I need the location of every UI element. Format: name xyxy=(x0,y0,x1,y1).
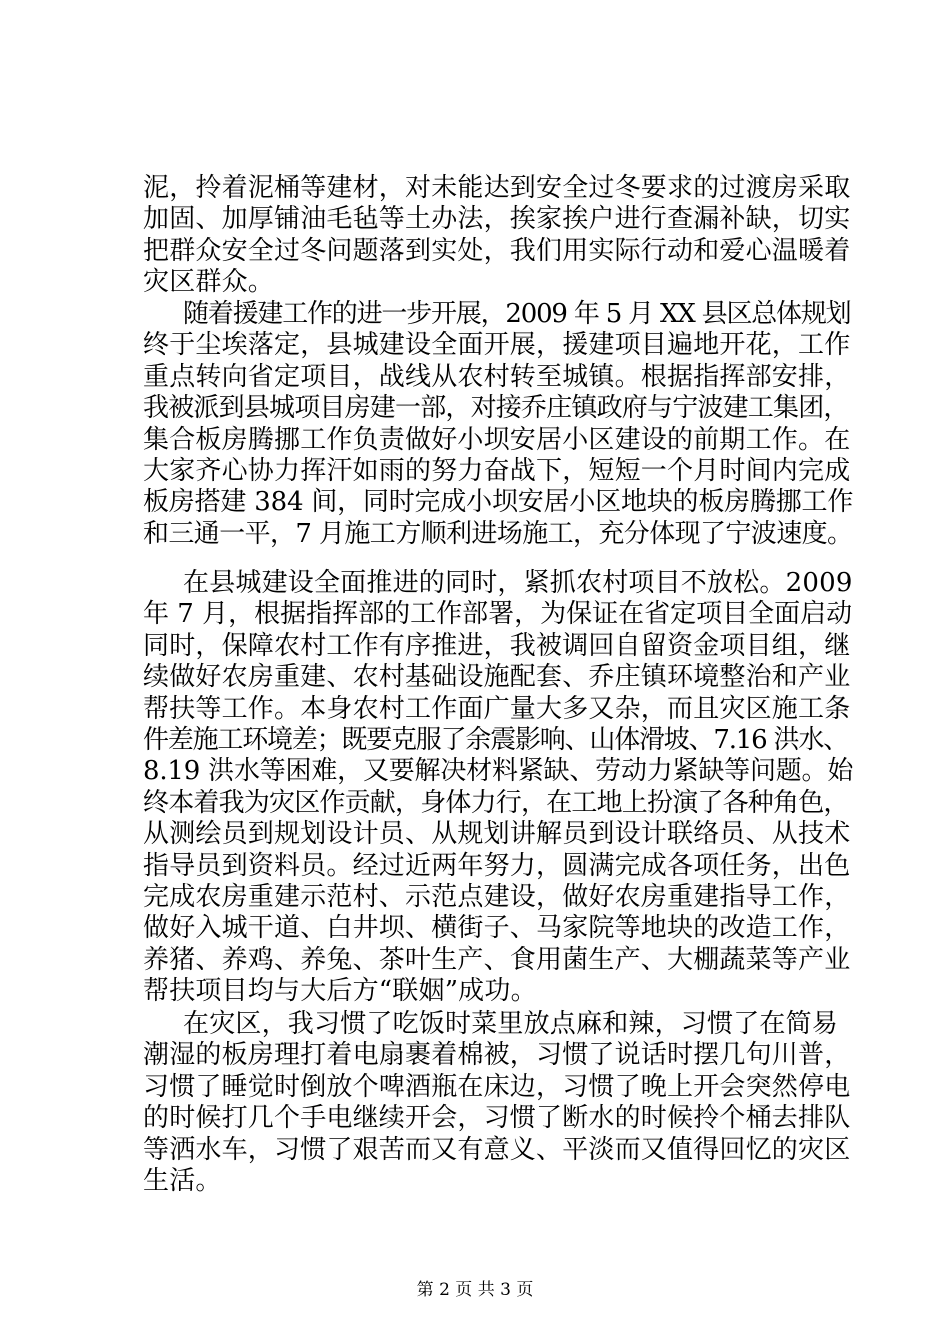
text-line: 完成农房重建示范村、示范点建设，做好农房重建指导工作， xyxy=(143,882,851,913)
text-line: 习惯了睡觉时倒放个啤酒瓶在床边，习惯了晚上开会突然停电 xyxy=(143,1071,851,1102)
page-number-footer: 第 2 页 共 3 页 xyxy=(416,1280,534,1300)
text-line: 从测绘员到规划设计员、从规划讲解员到设计联络员、从技术 xyxy=(143,819,851,850)
text-line: 重点转向省定项目，战线从农村转至城镇。根据指挥部安排， xyxy=(143,361,851,392)
text-line: 大家齐心协力挥汗如雨的努力奋战下，短短一个月时间内完成 xyxy=(143,456,851,487)
text-line: 集合板房腾挪工作负责做好小坝安居小区建设的前期工作。在 xyxy=(143,424,851,455)
text-line: 年 7 月，根据指挥部的工作部署，为保证在省定项目全面启动 xyxy=(143,599,853,630)
text-line: 养猪、养鸡、养兔、茶叶生产、食用菌生产、大棚蔬菜等产业 xyxy=(143,944,851,975)
text-line: 续做好农房重建、农村基础设施配套、乔庄镇环境整治和产业 xyxy=(143,662,851,693)
text-line: 在县城建设全面推进的同时，紧抓农村项目不放松。2009 xyxy=(183,568,853,598)
text-line: 潮湿的板房理打着电扇裹着棉被，习惯了说话时摆几句川普， xyxy=(143,1040,851,1071)
paragraph-4 xyxy=(143,1009,853,1197)
paragraph-2 xyxy=(143,299,853,550)
text-line: 加固、加厚铺油毛毡等土办法，挨家挨户进行查漏补缺，切实 xyxy=(143,204,851,235)
text-line: 终本着我为灾区作贡献，身体力行，在工地上扮演了各种角色， xyxy=(143,787,849,818)
text-line: 做好入城干道、白井坝、横街子、马家院等地块的改造工作， xyxy=(143,913,851,944)
text-line: 灾区群众。 xyxy=(143,267,275,298)
text-line: 随着援建工作的进一步开展，2009 年 5 月 XX 县区总体规划 xyxy=(183,299,851,329)
paragraph-1 xyxy=(143,173,853,299)
text-line: 同时，保障农村工作有序推进，我被调回自留资金项目组，继 xyxy=(143,630,851,661)
text-line: 板房搭建 384 间，同时完成小坝安居小区地块的板房腾挪工作 xyxy=(143,487,854,518)
text-line: 件差施工环境差；既要克服了余震影响、山体滑坡、7.16 洪水、 xyxy=(143,725,848,756)
text-line: 生活。 xyxy=(143,1166,222,1197)
text-line: 在灾区，我习惯了吃饭时菜里放点麻和辣，习惯了在简易 xyxy=(183,1009,839,1039)
text-line: 8.19 洪水等困难，又要解决材料紧缺、劳动力紧缺等问题。始 xyxy=(143,756,854,787)
text-line: 的时候打几个手电继续开会，习惯了断水的时候拎个桶去排队 xyxy=(143,1103,851,1134)
text-line: 等洒水车，习惯了艰苦而又有意义、平淡而又值得回忆的灾区 xyxy=(143,1134,851,1165)
text-line: 帮扶项目均与大后方“联姻”成功。 xyxy=(143,976,537,1007)
text-line: 把群众安全过冬问题落到实处，我们用实际行动和爱心温暖着 xyxy=(143,235,851,266)
text-line: 和三通一平，7 月施工方顺利进场施工，充分体现了宁波速度。 xyxy=(143,518,853,549)
text-line: 指导员到资料员。经过近两年努力，圆满完成各项任务，出色 xyxy=(143,850,851,881)
text-line: 终于尘埃落定，县城建设全面开展，援建项目遍地开花，工作 xyxy=(143,330,851,361)
text-line: 泥，拎着泥桶等建材，对未能达到安全过冬要求的过渡房采取 xyxy=(143,173,851,203)
text-line: 帮扶等工作。本身农村工作面广量大多又杂，而且灾区施工条 xyxy=(143,693,851,724)
paragraph-3 xyxy=(143,568,853,1008)
text-line: 我被派到县城项目房建一部，对接乔庄镇政府与宁波建工集团， xyxy=(143,393,849,424)
